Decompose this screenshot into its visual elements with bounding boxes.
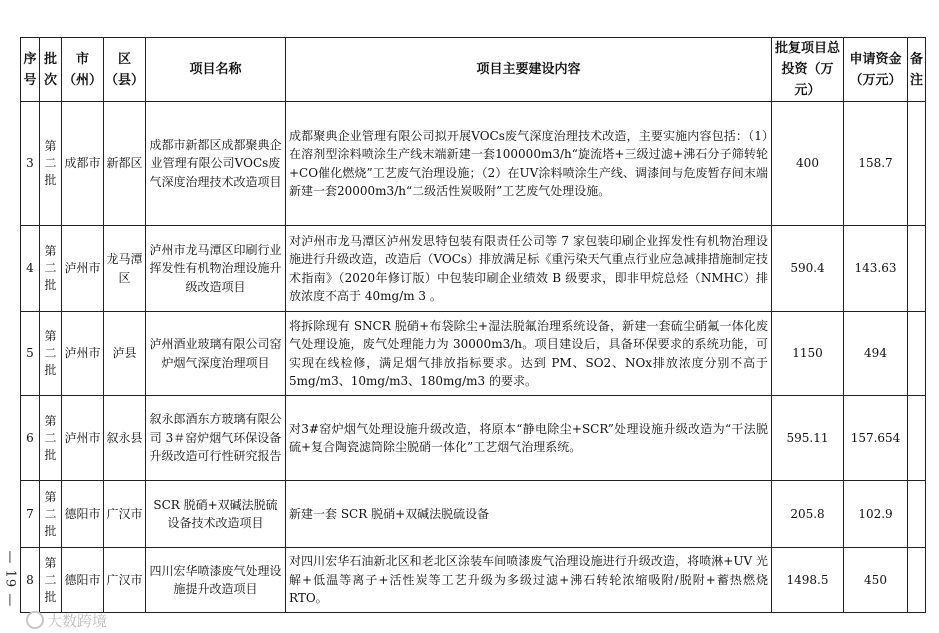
header-remark: 备注 <box>908 38 926 102</box>
cell-county: 泸县 <box>104 312 146 396</box>
cell-seq: 3 <box>21 102 40 226</box>
cell-city: 德阳市 <box>62 481 104 548</box>
cell-seq: 7 <box>21 481 40 548</box>
cell-remark <box>908 481 926 548</box>
cell-funds: 158.7 <box>844 102 908 226</box>
page-number: — 19 — <box>2 550 18 608</box>
cell-content: 对四川宏华石油新北区和老北区涂装车间喷漆废气治理设施进行升级改造，将喷淋+UV 光解+低温等离子+活性炭等工艺升级为多级过滤+沸石转轮浓缩吸附/脱附+蓄热燃烧 RTO。 <box>286 548 772 613</box>
cell-county: 广汉市 <box>104 481 146 548</box>
cell-batch: 第二批 <box>40 102 62 226</box>
cell-funds: 143.63 <box>844 226 908 312</box>
cell-county: 新都区 <box>104 102 146 226</box>
cell-name: SCR 脱硝+双碱法脱硫设备技术改造项目 <box>146 481 286 548</box>
cell-batch: 第二批 <box>40 226 62 312</box>
cell-name: 泸州市龙马潭区印刷行业挥发性有机物治理设施升级改造项目 <box>146 226 286 312</box>
header-county: 区（县） <box>104 38 146 102</box>
watermark-logo-icon <box>26 611 44 629</box>
table-row <box>21 226 926 312</box>
table-row <box>21 396 926 481</box>
header-city: 市（州） <box>62 38 104 102</box>
cell-content: 对泸州市龙马潭区泸州发思特包装有限责任公司等 7 家包装印刷企业挥发性有机物治理设施进行升级改造，改造后（VOCs）排放满足标《重污染天气重点行业应急减排措施制定技术指南》（2020年修订版）中包装印刷企业绩效 B 级要求，即非甲烷总烃（NMHC）排放浓度不高于 40mg/m 3 。 <box>286 226 772 312</box>
cell-batch: 第二批 <box>40 481 62 548</box>
header-investment: 批复项目总投资（万元） <box>772 38 844 102</box>
table-row <box>21 102 926 226</box>
cell-county: 叙永县 <box>104 396 146 481</box>
header-funds: 申请资金（万元） <box>844 38 908 102</box>
cell-remark <box>908 548 926 613</box>
cell-funds: 450 <box>844 548 908 613</box>
header-name: 项目名称 <box>146 38 286 102</box>
table-row <box>21 481 926 548</box>
cell-remark <box>908 226 926 312</box>
watermark-text: 大数跨境 <box>47 612 108 630</box>
cell-name: 四川宏华喷漆废气处理设施提升改造项目 <box>146 548 286 613</box>
cell-batch: 第二批 <box>40 396 62 481</box>
cell-seq: 5 <box>21 312 40 396</box>
header-batch: 批次 <box>40 38 62 102</box>
header-content: 项目主要建设内容 <box>286 38 772 102</box>
cell-city: 德阳市 <box>62 548 104 613</box>
cell-investment: 590.4 <box>772 226 844 312</box>
cell-batch: 第二批 <box>40 312 62 396</box>
cell-investment: 1150 <box>772 312 844 396</box>
cell-investment: 1498.5 <box>772 548 844 613</box>
cell-name: 叙永郎酒东方玻璃有限公司 3＃窑炉烟气环保设备升级改造可行性研究报告 <box>146 396 286 481</box>
cell-batch: 第二批 <box>40 548 62 613</box>
cell-content: 新建一套 SCR 脱硝+双碱法脱硫设备 <box>286 481 772 548</box>
cell-seq: 6 <box>21 396 40 481</box>
cell-city: 成都市 <box>62 102 104 226</box>
cell-name: 成都市新都区成都聚典企业管理有限公司VOCs废气深度治理技术改造项目 <box>146 102 286 226</box>
cell-investment: 205.8 <box>772 481 844 548</box>
cell-remark <box>908 102 926 226</box>
watermark <box>26 610 107 631</box>
header-seq: 序号 <box>21 38 40 102</box>
cell-seq: 4 <box>21 226 40 312</box>
cell-city: 泸州市 <box>62 226 104 312</box>
cell-city: 泸州市 <box>62 396 104 481</box>
cell-seq: 8 <box>21 548 40 613</box>
cell-remark <box>908 312 926 396</box>
cell-funds: 157.654 <box>844 396 908 481</box>
cell-name: 泸州酒业玻璃有限公司窑炉烟气深度治理项目 <box>146 312 286 396</box>
cell-funds: 494 <box>844 312 908 396</box>
cell-county: 龙马潭区 <box>104 226 146 312</box>
table-row <box>21 548 926 613</box>
cell-city: 泸州市 <box>62 312 104 396</box>
cell-investment: 400 <box>772 102 844 226</box>
project-table <box>20 37 926 613</box>
cell-remark <box>908 396 926 481</box>
cell-content: 成都聚典企业管理有限公司拟开展VOCs废气深度治理技术改造，主要实施内容包括：（1）在溶剂型涂料喷涂生产线末端新建一套100000m3/h“旋流塔+三级过滤+沸石分子筛转轮+CO催化燃烧”工艺废气治理设施；（2）在UV涂料喷涂生产线、调漆间与危废暂存间末端新建一套20000m3/h“二级活性炭吸附”工艺废气处理设施。 <box>286 102 772 226</box>
table-row <box>21 312 926 396</box>
header-row <box>21 38 926 102</box>
cell-funds: 102.9 <box>844 481 908 548</box>
cell-investment: 595.11 <box>772 396 844 481</box>
cell-county: 广汉市 <box>104 548 146 613</box>
cell-content: 对3#窑炉烟气处理设施升级改造，将原本“静电除尘+SCR”处理设施升级改造为“干法脱硫+复合陶瓷滤筒除尘脱硝一体化”工艺烟气治理系统。 <box>286 396 772 481</box>
cell-content: 将拆除现有 SNCR 脱硝+布袋除尘+湿法脱氟治理系统设备，新建一套硫尘硝氟一体化废气处理设施，废气处理能力为 30000m3/h。项目建设后，具备环保要求的系统功能，可实现在线检修，满足烟气排放指标要求。达到 PM、SO2、NOx排放浓度分别不高于 5mg/m3、10mg/m3、180mg/m3 的要求。 <box>286 312 772 396</box>
